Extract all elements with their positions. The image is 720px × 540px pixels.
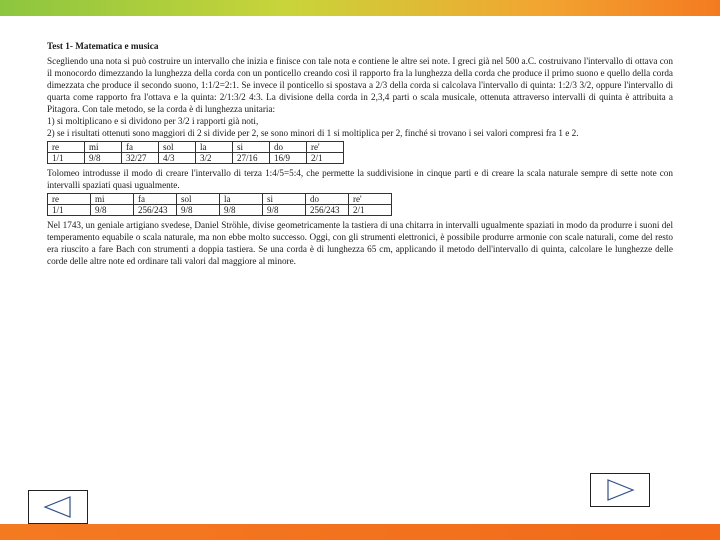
table-row-notes bbox=[48, 142, 344, 153]
table-cell: 2/1 bbox=[349, 205, 392, 216]
natural-scale-table bbox=[47, 193, 392, 216]
bottom-banner bbox=[0, 524, 720, 540]
table-cell: fa bbox=[134, 194, 177, 205]
table-row-ratios bbox=[48, 205, 392, 216]
table-cell: fa bbox=[122, 142, 159, 153]
table-cell: re' bbox=[349, 194, 392, 205]
document-body bbox=[47, 40, 673, 267]
table-cell: 256/243 bbox=[306, 205, 349, 216]
triangle-right-icon bbox=[591, 474, 649, 506]
table-cell: 9/8 bbox=[85, 153, 122, 164]
page-title: Test 1- Matematica e musica bbox=[47, 41, 159, 51]
table-cell: mi bbox=[91, 194, 134, 205]
table-cell: la bbox=[220, 194, 263, 205]
step-one: 1) si moltiplicano e si dividono per 3/2 i rapporti già noti, bbox=[47, 116, 259, 126]
table-row-notes bbox=[48, 194, 392, 205]
table-cell: si bbox=[233, 142, 270, 153]
table-cell: re' bbox=[307, 142, 344, 153]
top-banner bbox=[0, 0, 720, 16]
paragraph-strohle: Nel 1743, un geniale artigiano svedese, Daniel Ströhle, divise geometricamente la tastiera di una chitarra in intervalli ugualmente spaziati in modo da produrre i suoni del temperamento equabile o scala naturale, ma non ebbe molto successo. Oggi, con gli strumenti elettronici, è possibile produrre armonie con scale naturali, come del resto era riuscito a fare Bach con strumenti a doppia tastiera. Se una corda è di lunghezza 65 cm, applicando il metodo dell'intervallo di quinta, calcolare le lunghezze delle corde delle altre note ed ordinare tali valori dal maggiore al minore. bbox=[47, 220, 673, 266]
table-cell: 9/8 bbox=[263, 205, 306, 216]
pythagorean-scale-table bbox=[47, 141, 344, 164]
table-cell: 32/27 bbox=[122, 153, 159, 164]
table-cell: 9/8 bbox=[91, 205, 134, 216]
table-cell: la bbox=[196, 142, 233, 153]
table-cell: si bbox=[263, 194, 306, 205]
table-cell: 27/16 bbox=[233, 153, 270, 164]
previous-slide-button[interactable] bbox=[28, 490, 88, 524]
step-two: 2) se i risultati ottenuti sono maggiori di 2 si divide per 2, se sono minori di 1 si moltiplica per 2, finché si trovano i sei valori compresi fra 1 e 2. bbox=[47, 128, 579, 138]
table-cell: do bbox=[270, 142, 307, 153]
paragraph-tolomeo: Tolomeo introdusse il modo di creare l'intervallo di terza 1:4/5=5:4, che permette la suddivisione in cinque parti e di creare la scala naturale sempre di sette note con intervalli spaziati quasi ugualmente. bbox=[47, 168, 673, 190]
table-cell: do bbox=[306, 194, 349, 205]
table-cell: 256/243 bbox=[134, 205, 177, 216]
table-cell: mi bbox=[85, 142, 122, 153]
table-cell: sol bbox=[159, 142, 196, 153]
table-cell: 3/2 bbox=[196, 153, 233, 164]
table-cell: 1/1 bbox=[48, 205, 91, 216]
table-cell: 1/1 bbox=[48, 153, 85, 164]
table-cell: sol bbox=[177, 194, 220, 205]
table-cell: re bbox=[48, 142, 85, 153]
paragraph-intro: Scegliendo una nota si può costruire un intervallo che inizia e finisce con tale nota e contiene le altre sei note. I greci già nel 500 a.C. costruivano l'intervallo di ottava con il monocordo dimezzando la lunghezza della corda con un ponticello creando così il rapporto fra la lunghezza della corda che produce il primo suono e quello della corda dimezzata che produce il secondo suono, 1:1/2=2:1. Se invece il ponticello si spostava a 2/3 della corda si calcolava l'intervallo di quinta: 1:2/3 3/2, oppure l'intervallo di quarta come rapporto fra l'ottava e la quinta: 2/1:3/2 4:3. La divisione della corda in 2,3,4 parti o scala musicale, ottenuta attraverso intervalli di quinta è attribuita a Pitagora. Con tale metodo, se la corda è di lunghezza unitaria: bbox=[47, 56, 673, 114]
table-cell: re bbox=[48, 194, 91, 205]
table-cell: 9/8 bbox=[220, 205, 263, 216]
table-cell: 4/3 bbox=[159, 153, 196, 164]
next-slide-button[interactable] bbox=[590, 473, 650, 507]
table-cell: 9/8 bbox=[177, 205, 220, 216]
triangle-left-icon bbox=[29, 491, 87, 523]
table-cell: 2/1 bbox=[307, 153, 344, 164]
table-row-ratios bbox=[48, 153, 344, 164]
table-cell: 16/9 bbox=[270, 153, 307, 164]
